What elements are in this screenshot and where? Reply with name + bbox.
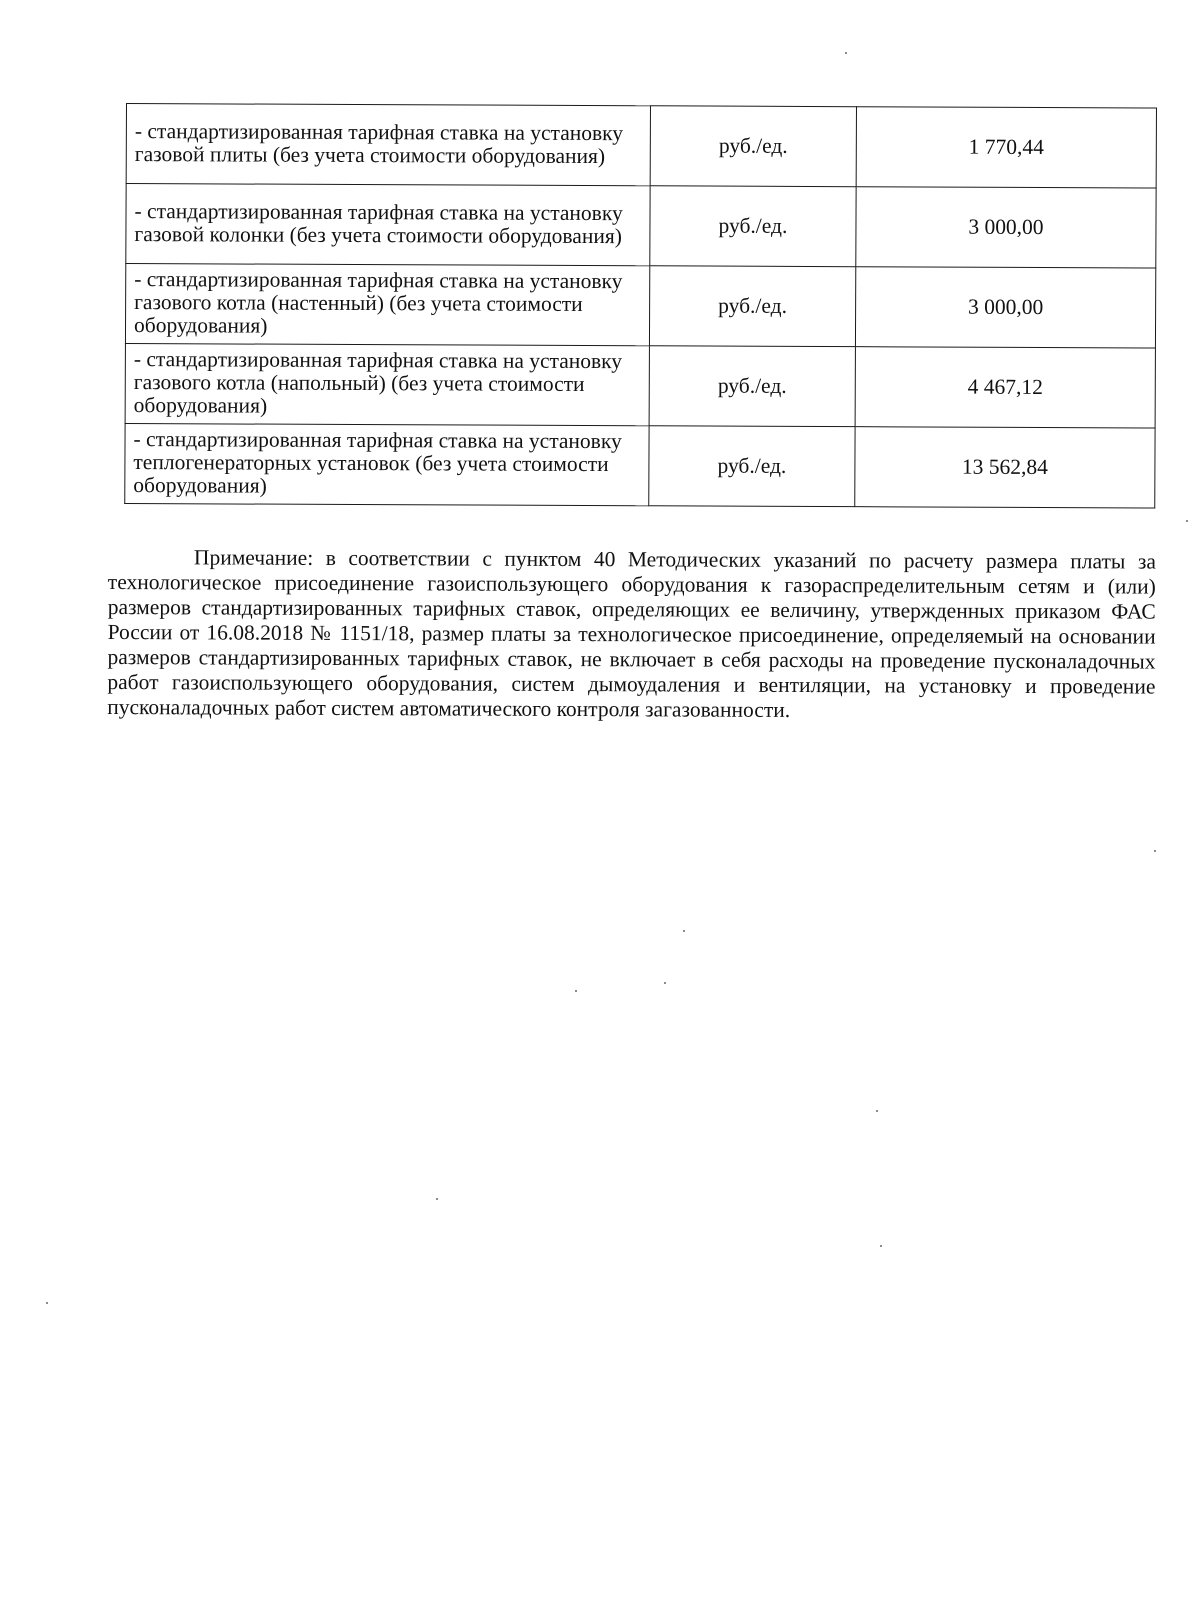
unit-cell: руб./ед. [650, 106, 856, 187]
scan-speck [575, 990, 577, 992]
rate-value-cell: 3 000,00 [855, 267, 1155, 348]
rate-name-cell: - стандартизированная тарифная ставка на установку газовой плиты (без учета стоимости оборудования) [126, 104, 650, 186]
table-row [125, 264, 1155, 348]
scan-speck [880, 1245, 882, 1247]
scan-speck [664, 982, 666, 984]
scan-speck [436, 1198, 438, 1200]
rate-value-cell: 13 562,84 [855, 427, 1155, 508]
table-row [126, 104, 1156, 188]
unit-cell: руб./ед. [649, 346, 855, 427]
table-row [125, 423, 1155, 507]
rate-value-cell: 3 000,00 [856, 187, 1156, 268]
note-paragraph: Примечание: в соответствии с пунктом 40 Методических указаний по расчету размера платы за технологическое присоединение газоиспользующего оборудования к газораспределительным сетям и (или) размеров стандартизированных тарифных ставок, определяющих ее величину, утвержденных приказом ФАС России от 16.08.2018 № 1151/18, размер платы за технологическое присоединение, определяемый на основании размеров стандартизированных тарифных ставок, не включает в себя расходы на проведение пусконаладочных работ газоиспользующего оборудования, систем дымоудаления и вентиляции, на установку и проведение пусконаладочных работ систем автоматического контроля загазованности. [107, 545, 1156, 722]
rate-name-cell: - стандартизированная тарифная ставка на установку газового котла (напольный) (без учета стоимости оборудования) [125, 343, 649, 425]
rate-name-cell: - стандартизированная тарифная ставка на установку газовой колонки (без учета стоимости оборудования) [126, 184, 650, 266]
rate-name-cell: - стандартизированная тарифная ставка на установку теплогенераторных установок (без учета стоимости оборудования) [125, 423, 649, 505]
table-row [125, 343, 1155, 427]
scan-speck [683, 930, 685, 932]
tariff-rates-table [124, 103, 1157, 508]
scan-speck [1186, 520, 1188, 522]
unit-cell: руб./ед. [650, 186, 856, 267]
scan-speck [845, 52, 847, 54]
scan-speck [1154, 850, 1156, 852]
rate-value-cell: 4 467,12 [855, 347, 1155, 428]
table-row [126, 184, 1156, 268]
unit-cell: руб./ед. [649, 266, 855, 347]
scan-speck [46, 1302, 48, 1304]
scan-speck [876, 1110, 878, 1112]
unit-cell: руб./ед. [649, 426, 855, 507]
rate-value-cell: 1 770,44 [856, 107, 1156, 188]
rate-name-cell: - стандартизированная тарифная ставка на установку газового котла (настенный) (без учета стоимости оборудования) [125, 264, 649, 346]
